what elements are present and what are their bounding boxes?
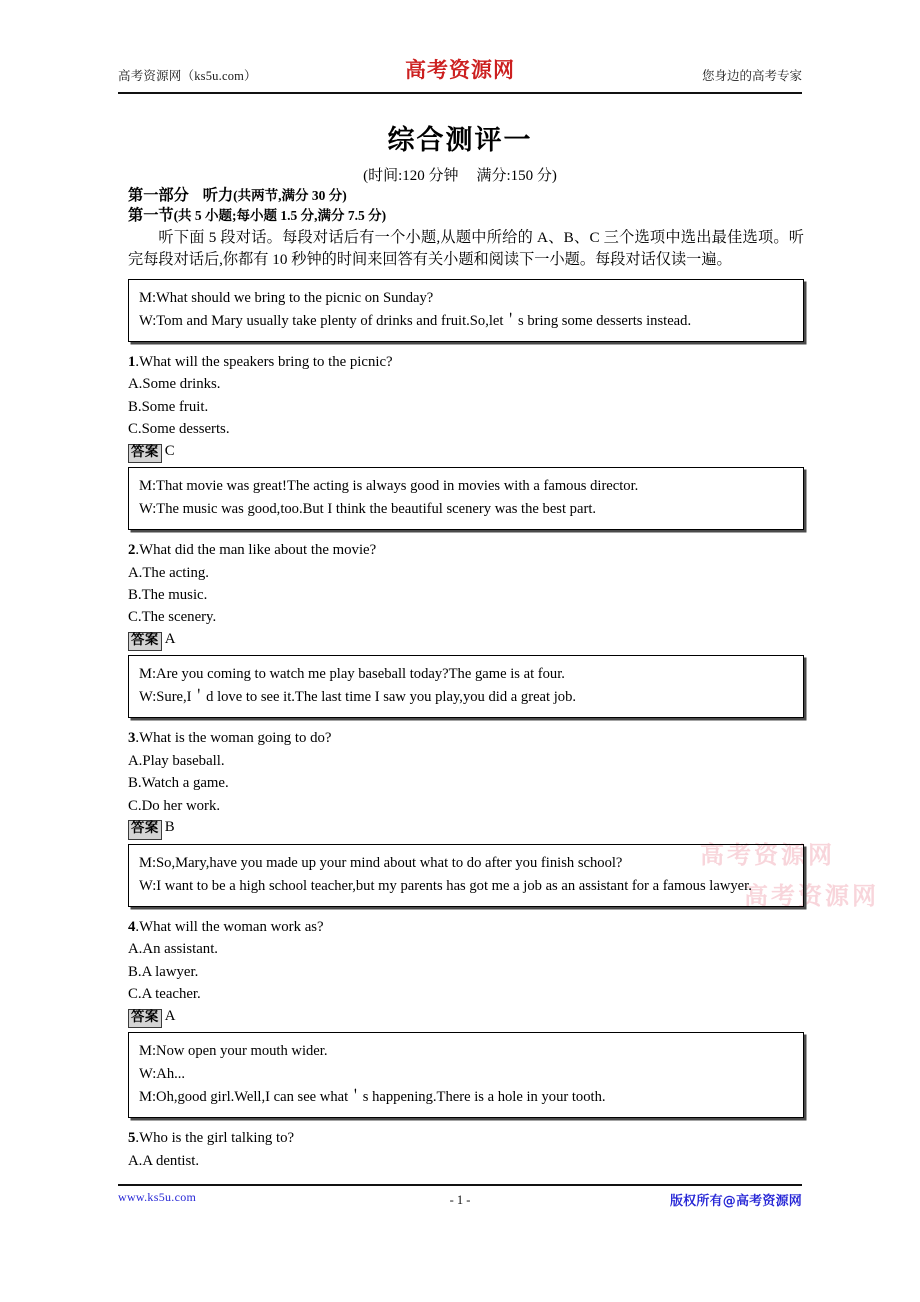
question-text: .What did the man like about the movie? (135, 542, 377, 559)
dialogue-box (128, 844, 804, 907)
answer-label: 答案 (128, 820, 162, 839)
dialogue-line: W:The music was good,too.But I think the beautiful scenery was the best part. (139, 500, 597, 517)
question-number: 1 (128, 353, 136, 370)
dialogue-box (128, 1032, 804, 1118)
dialogue-box (128, 467, 804, 530)
question-stem (128, 727, 804, 749)
section-one-scope: (共 5 小题;每小题 1.5 分,满分 7.5 分) (173, 208, 387, 224)
header-site-name: 高考资源网（ks5u.com） (118, 69, 257, 83)
question-block (128, 727, 804, 839)
answer-label: 答案 (128, 632, 162, 651)
question-option[interactable]: B.The music. (128, 587, 208, 603)
part-one-name: 听力 (202, 187, 234, 204)
question-option[interactable]: A.The acting. (128, 564, 209, 581)
answer-row (128, 630, 804, 651)
question-block (128, 1127, 804, 1172)
question-option[interactable]: B.Some fruit. (128, 398, 209, 415)
part-one-label: 第一部分 (128, 187, 189, 204)
header-divider (118, 92, 802, 94)
question-text: .Who is the girl talking to? (135, 1130, 295, 1147)
question-stem (128, 351, 804, 373)
dialogue-line: M:Now open your mouth wider. (139, 1043, 328, 1060)
dialogue-line: M:Are you coming to watch me play baseball today?The game is at four. (139, 666, 565, 683)
dialogue-line: W:I want to be a high school teacher,but my parents has got me a job as an assistant for a famous lawyer. (139, 877, 752, 894)
question-text: .What will the woman work as? (135, 918, 324, 935)
section-one-heading (128, 208, 804, 223)
question-stem (128, 1127, 804, 1149)
dialogue-line: W:Sure,I＇d love to see it.The last time I saw you play,you did a great job. (139, 689, 577, 706)
page-footer (118, 1190, 802, 1212)
question-option[interactable]: B.A lawyer. (128, 963, 199, 980)
dialogue-line: M:Oh,good girl.Well,I can see what＇s happening.There is a hole in your tooth. (139, 1089, 606, 1106)
exam-meta (0, 164, 920, 185)
question-stem (128, 916, 804, 938)
question-option[interactable]: B.Watch a game. (128, 775, 229, 792)
answer-row (128, 818, 804, 839)
document-body (128, 188, 804, 1176)
section-one-label: 第一节 (128, 207, 174, 225)
question-number: 2 (128, 542, 136, 559)
question-stem (128, 539, 804, 561)
answer-label: 答案 (128, 1009, 162, 1028)
dialogue-line: M:That movie was great!The acting is always good in movies with a famous director. (139, 477, 639, 494)
answer-value: A (164, 630, 176, 647)
footer-url[interactable]: www.ks5u.com (118, 1190, 197, 1204)
question-option[interactable]: C.The scenery. (128, 609, 217, 626)
question-block (128, 539, 804, 651)
answer-label: 答案 (128, 444, 162, 463)
question-number: 3 (128, 730, 136, 747)
part-one-scope: (共两节,满分 30 分) (233, 188, 347, 203)
exam-duration: (时间:120 分钟 (363, 168, 459, 184)
question-text: .What is the woman going to do? (135, 730, 332, 747)
watermark-bottom: 高考资源网 (744, 882, 879, 910)
question-text: .What will the speakers bring to the picnic? (135, 353, 393, 370)
header-logo: 高考资源网 (405, 58, 515, 82)
answer-value: B (164, 819, 175, 836)
question-option[interactable]: A.Play baseball. (128, 752, 225, 769)
dialogue-box (128, 655, 804, 718)
answer-value: C (164, 442, 175, 459)
footer-copyright: 版权所有@高考资源网 (669, 1194, 802, 1209)
question-block (128, 916, 804, 1028)
dialogue-line: W:Tom and Mary usually take plenty of drinks and fruit.So,let＇s bring some desserts instead. (139, 312, 692, 329)
question-block (128, 351, 804, 463)
question-number: 5 (128, 1130, 136, 1147)
question-option[interactable]: A.Some drinks. (128, 376, 221, 393)
dialogue-line: W:Ah... (139, 1066, 186, 1083)
exam-total-score: 满分:150 分) (476, 168, 557, 184)
question-option[interactable]: A.A dentist. (128, 1152, 200, 1169)
page-header (118, 56, 802, 90)
header-tagline: 您身边的高考专家 (701, 69, 802, 83)
answer-value: A (164, 1007, 176, 1024)
page-number: - 1 - (449, 1193, 471, 1207)
part-one-heading (128, 188, 804, 203)
section-one-instructions: 听下面 5 段对话。每段对话后有一个小题,从题中所给的 A、B、C 三个选项中选出最佳选项。听完每段对话后,你都有 10 秒钟的时间来回答有关小题和阅读下一小题。每段对话仅读一遍。 (128, 229, 804, 268)
footer-divider (118, 1184, 802, 1186)
answer-row (128, 1007, 804, 1028)
watermark-top: 高考资源网 (700, 841, 835, 869)
page-title: 综合测评一 (387, 125, 533, 156)
dialogue-box (128, 279, 804, 342)
dialogue-line: M:So,Mary,have you made up your mind about what to do after you finish school? (139, 854, 623, 871)
question-option[interactable]: C.Some desserts. (128, 421, 230, 438)
question-option[interactable]: C.A teacher. (128, 986, 201, 1003)
answer-row (128, 442, 804, 463)
dialogue-line: M:What should we bring to the picnic on Sunday? (139, 289, 434, 306)
question-number: 4 (128, 918, 136, 935)
question-option[interactable]: A.An assistant. (128, 941, 219, 958)
question-option[interactable]: C.Do her work. (128, 797, 221, 814)
